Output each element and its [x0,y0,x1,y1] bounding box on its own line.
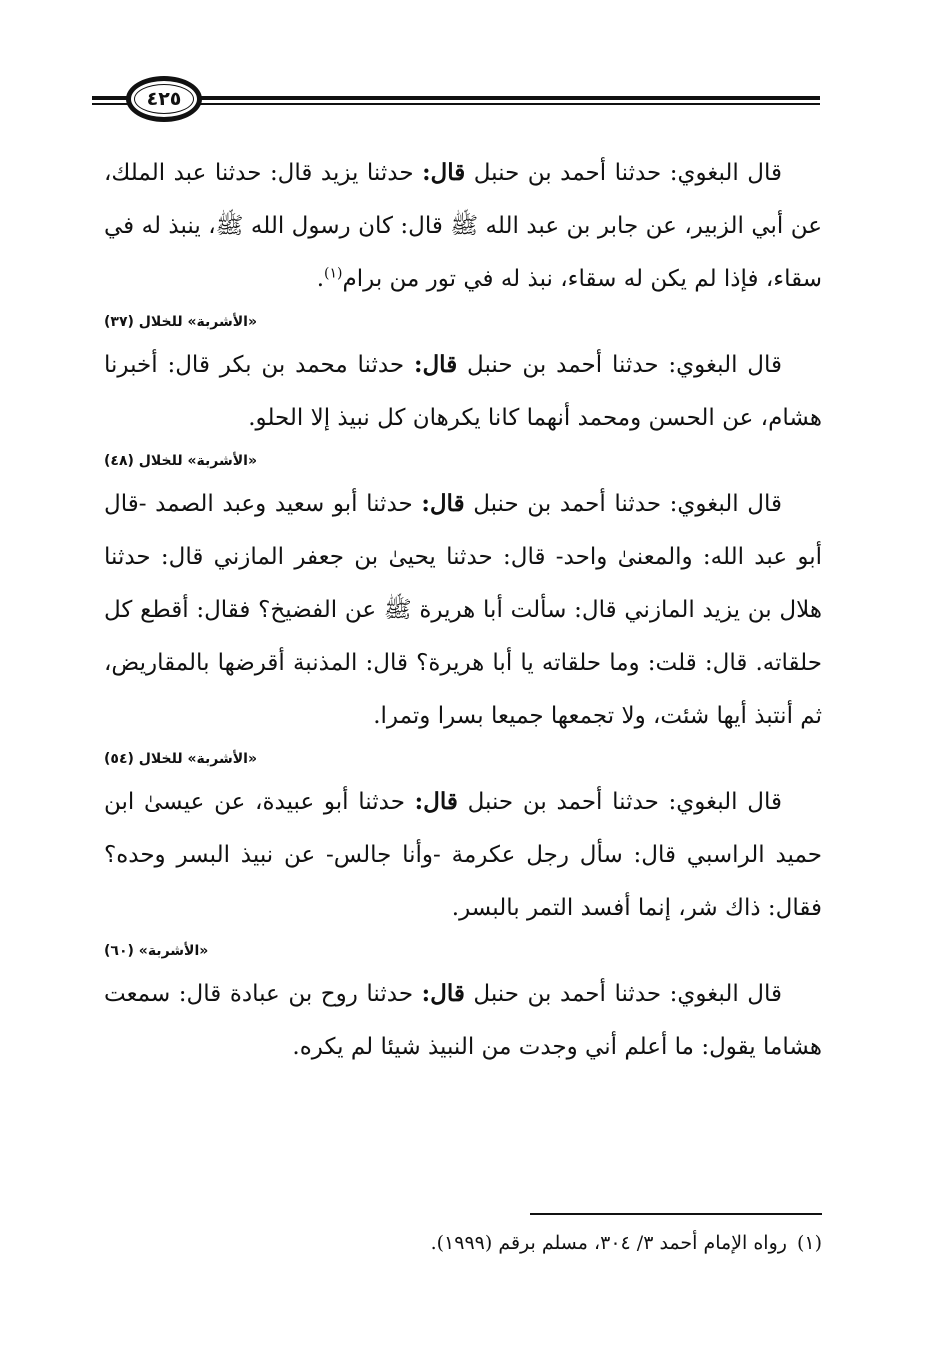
source-citation-2: «الأشربة» للخلال (٤٨) [104,453,258,469]
paragraph-speaker: قال البغوي: حدثنا أحمد بن حنبل [467,352,783,378]
paragraph-1 [104,146,822,306]
paragraph-qala: قال: [422,159,466,186]
footnote-text: رواه الإمام أحمد ٣/ ٣٠٤، مسلم برقم (١٩٩٩). [430,1232,787,1254]
paragraph-tail: . [316,266,325,292]
paragraph-5 [104,967,822,1074]
paragraph-speaker: قال البغوي: حدثنا أحمد بن حنبل [473,491,783,517]
paragraph-text: حدثنا روح بن عبادة قال: سمعت هشاما يقول: ما أعلم أني وجدت من النبيذ شيئا لم يكره. [104,981,822,1060]
footnote-number: (١) [796,1232,822,1254]
paragraph-text: حدثنا أبو سعيد وعبد الصمد -قال أبو عبد الله: والمعنىٰ واحد- قال: حدثنا يحيىٰ بن جعفر المازني قال: حدثنا هلال بن يزيد المازني قال: سألت أبا هريرة ﷺ عن الفضيخ؟ فقال: أقطع كل حلقاته. قال: قلت: وما حلقاته يا أبا هريرة؟ قال: المذنبة أقرضها بالمقاريض، ثم أنتبذ أيها شئت، ولا تجمعها جميعا بسرا وتمرا. [104,491,822,729]
footnote-reference: (١) [324,265,343,282]
paragraph-2 [104,338,822,445]
paragraph-qala: قال: [414,788,458,815]
page-header [92,76,820,124]
page-number-medallion [126,76,202,122]
paragraph-3 [104,477,822,743]
source-citation-1: «الأشربة» للخلال (٣٧) [104,314,258,330]
paragraph-4 [104,775,822,935]
source-citation-4: «الأشربة» (٦٠) [104,943,209,959]
footnote [300,1228,822,1258]
paragraph-speaker: قال البغوي: حدثنا أحمد بن حنبل [473,160,782,186]
paragraph-qala: قال: [421,490,465,517]
paragraph-text: حدثنا أبو عبيدة، عن عيسىٰ ابن حميد الراسبي قال: سأل رجل عكرمة -وأنا جالس- عن نبيذ البسر وحده؟ فقال: ذاك شر، إنما أفسد التمر بالبسر. [104,789,822,921]
paragraph-speaker: قال البغوي: حدثنا أحمد بن حنبل [467,789,782,815]
source-citation-3: «الأشربة» للخلال (٥٤) [104,751,258,767]
page-number: ٤٢٥ [146,88,182,110]
paragraph-qala: قال: [413,351,458,378]
paragraph-text: حدثنا محمد بن بكر قال: أخبرنا هشام، عن الحسن ومحمد أنهما كانا يكرهان كل نبيذ إلا الحلو. [104,352,822,431]
paragraph-text: حدثنا يزيد قال: حدثنا عبد الملك، عن أبي الزبير، عن جابر بن عبد الله ﷺ قال: كان رسول الله ﷺ، ينبذ له في سقاء، فإذا لم يكن له سقاء، نبذ له في تور من برام [104,160,822,292]
main-text [104,146,822,1074]
paragraph-speaker: قال البغوي: حدثنا أحمد بن حنبل [473,981,783,1007]
footnote-separator [530,1213,822,1215]
paragraph-qala: قال: [421,980,465,1007]
